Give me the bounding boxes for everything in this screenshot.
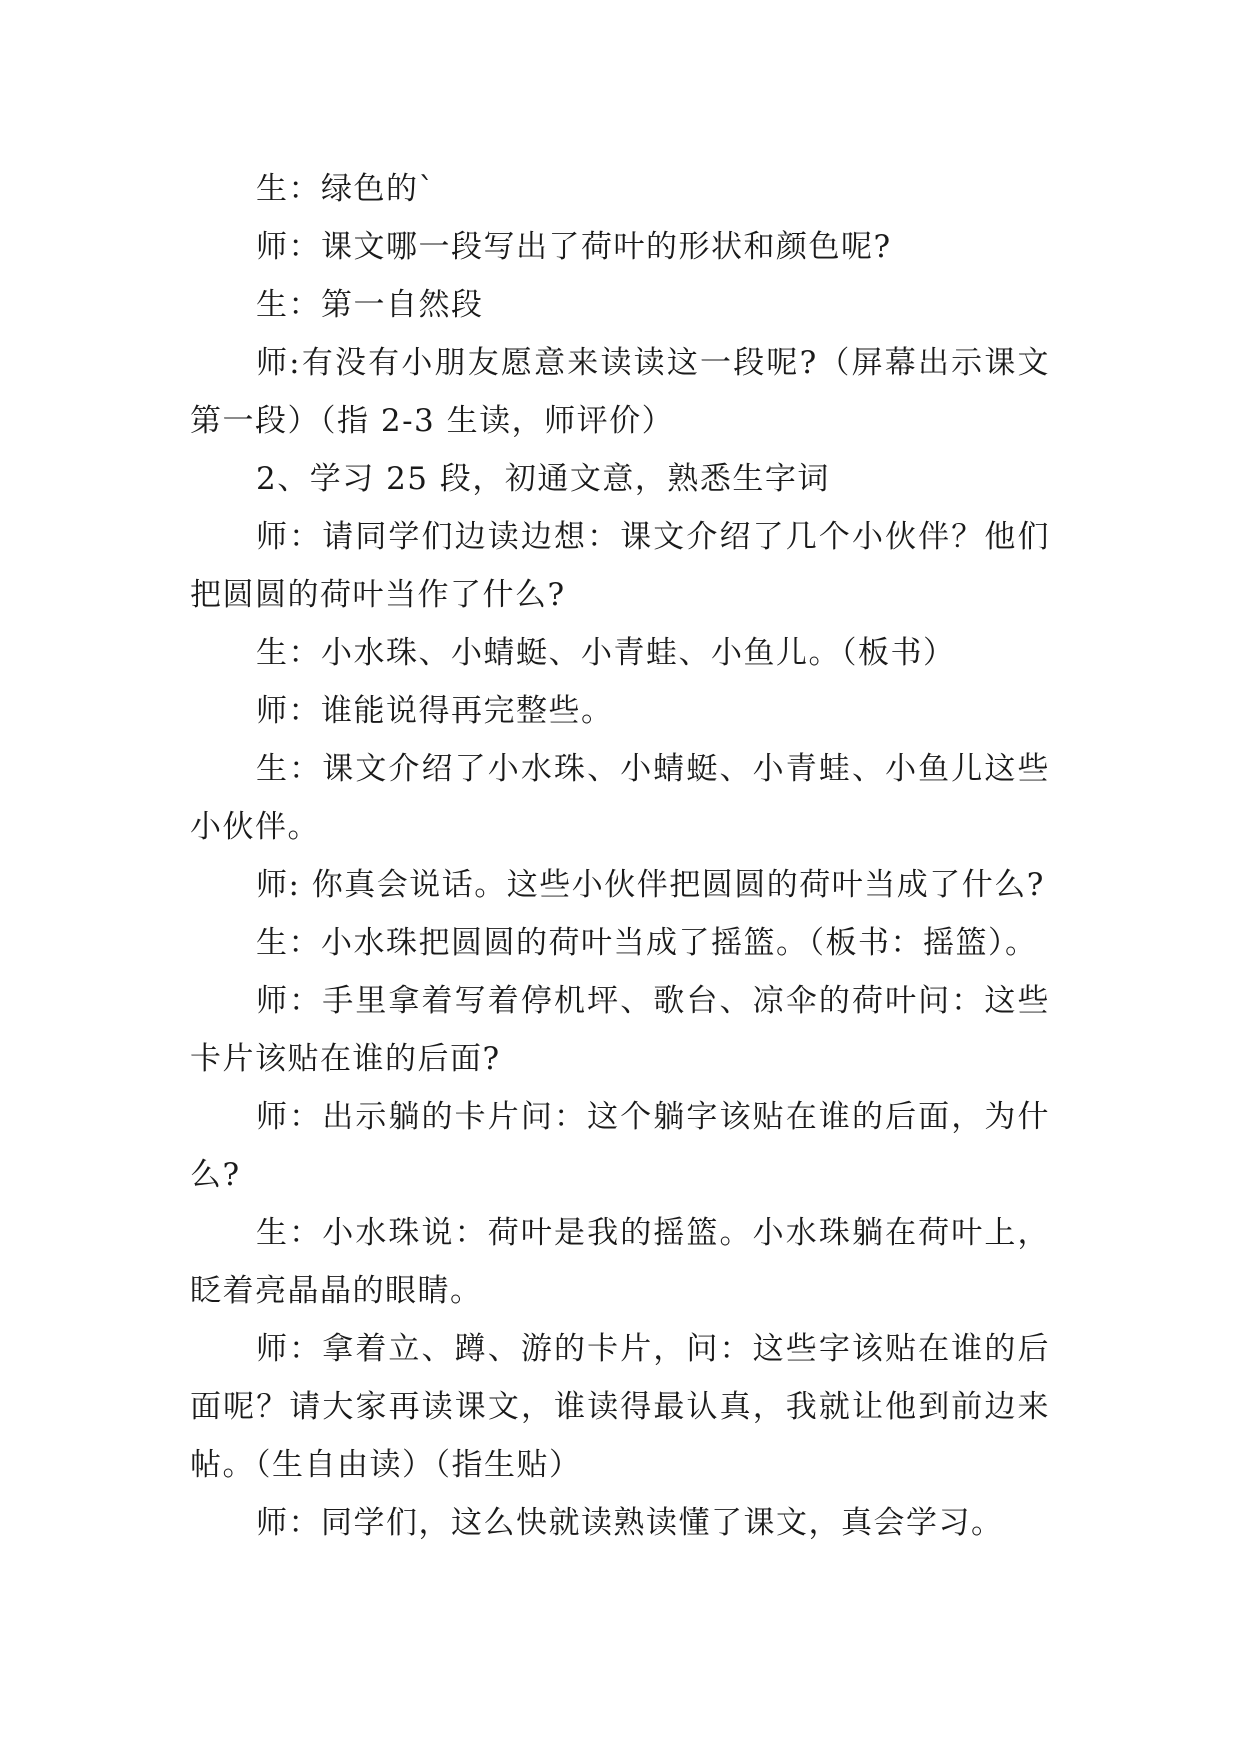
paragraph: 生：绿色的` [256,171,436,207]
paragraph: 师：同学们，这么快就读熟读懂了课文，真会学习。 [256,1505,1004,1541]
paragraph: 2、学习 25 段，初通文意，熟悉生字词 [256,461,830,497]
document-body [190,160,1050,1552]
paragraph: 师：出示躺的卡片问：这个躺字该贴在谁的后面，为什么? [190,1099,1050,1193]
paragraph: 生：小水珠说：荷叶是我的摇篮。小水珠躺在荷叶上，眨着亮晶晶的眼睛。 [190,1215,1050,1309]
paragraph: 生：小水珠把圆圆的荷叶当成了摇篮。（板书：摇篮）。 [256,925,1038,961]
paragraph: 生：课文介绍了小水珠、小蜻蜓、小青蛙、小鱼儿这些小伙伴。 [190,751,1050,845]
paragraph: 师：课文哪一段写出了荷叶的形状和颜色呢? [256,229,892,265]
paragraph: 师: 你真会说话。这些小伙伴把圆圆的荷叶当成了什么? [256,867,1045,903]
paragraph: 师：请同学们边读边想：课文介绍了几个小伙伴？他们把圆圆的荷叶当作了什么? [190,519,1050,613]
paragraph: 生：第一自然段 [256,287,484,323]
paragraph: 生：小水珠、小蜻蜓、小青蛙、小鱼儿。（板书） [256,635,956,671]
paragraph: 师：谁能说得再完整些。 [256,693,614,729]
paragraph: 师：拿着立、蹲、游的卡片，问：这些字该贴在谁的后面呢？请大家再读课文，谁读得最认真，我就让他到前边来帖。（生自由读）（指生贴） [190,1331,1050,1483]
paragraph: 师:有没有小朋友愿意来读读这一段呢?（屏幕出示课文第一段）（指 2-3 生读，师评价） [190,345,1050,439]
paragraph: 师：手里拿着写着停机坪、歌台、凉伞的荷叶问：这些卡片该贴在谁的后面? [190,983,1050,1077]
